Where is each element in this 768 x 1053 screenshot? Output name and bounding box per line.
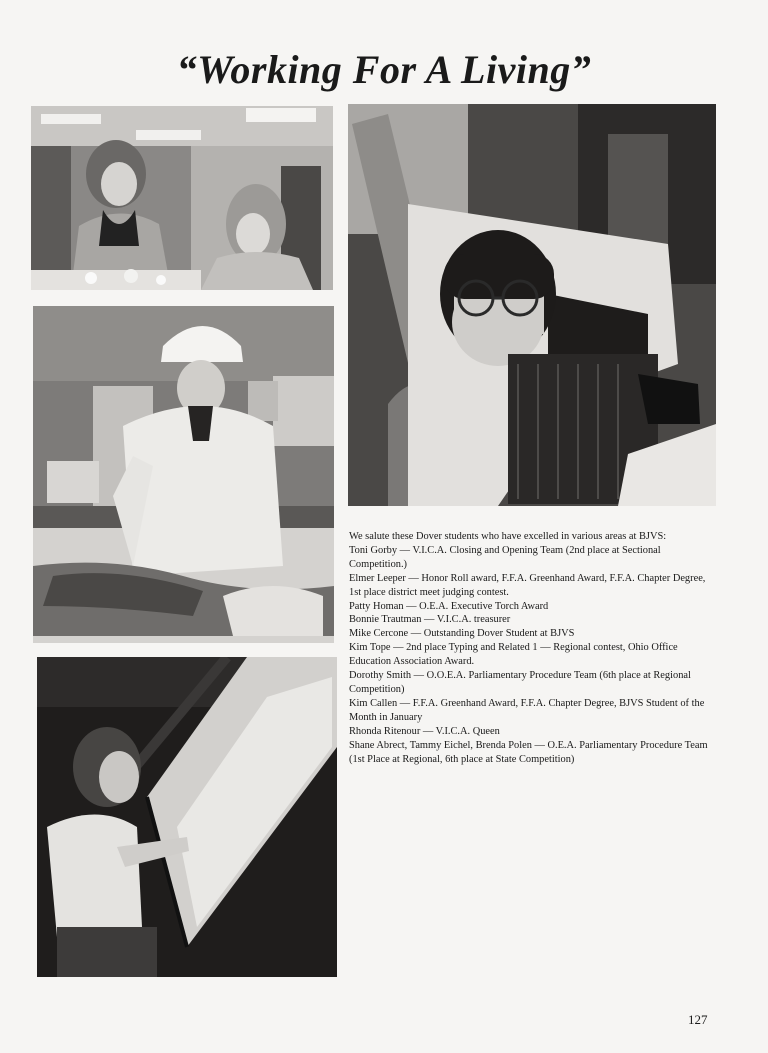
photo-meat-cutting <box>33 306 334 643</box>
caption-line: Mike Cercone — Outstanding Dover Student at BJVS <box>349 628 575 640</box>
caption-line: Kim Callen — F.F.A. Greenhand Award, F.F.A. Chapter Degree, BJVS Student of the Month in January <box>349 697 705 723</box>
caption-line: Elmer Leeper — Honor Roll award, F.F.A. Greenhand Award, F.F.A. Chapter Degree, 1st place district meet judging contest. <box>349 572 706 598</box>
caption-line: Kim Tope — 2nd place Typing and Related 1 — Regional contest, Ohio Office Education Association Award. <box>349 642 678 668</box>
caption-line: Patty Homan — O.E.A. Executive Torch Award <box>349 600 549 612</box>
caption-line: Rhonda Ritenour — V.I.C.A. Queen <box>349 725 500 737</box>
photo-drafting <box>37 657 337 977</box>
page-title: “Working For A Living” <box>176 47 592 92</box>
caption-intro: We salute these Dover students who have excelled in various areas at BJVS: <box>349 531 667 542</box>
caption-line: Bonnie Trautman — V.I.C.A. treasurer <box>349 614 511 626</box>
photo-engine-mechanic <box>348 104 716 506</box>
caption-block <box>349 530 717 766</box>
caption-line: Dorothy Smith — O.O.E.A. Parliamentary Procedure Team (6th place at Regional Competition) <box>349 670 691 695</box>
caption-line: Toni Gorby — V.I.C.A. Closing and Opening Team (2nd place at Sectional Competition.) <box>349 544 661 570</box>
photo-girls-crafts <box>31 106 333 290</box>
caption-line: Shane Abrect, Tammy Eichel, Brenda Polen — O.E.A. Parliamentary Procedure Team (1st Place at Regional, 6th place at State Competition) <box>349 739 708 765</box>
page-number: 127 <box>688 1012 708 1027</box>
